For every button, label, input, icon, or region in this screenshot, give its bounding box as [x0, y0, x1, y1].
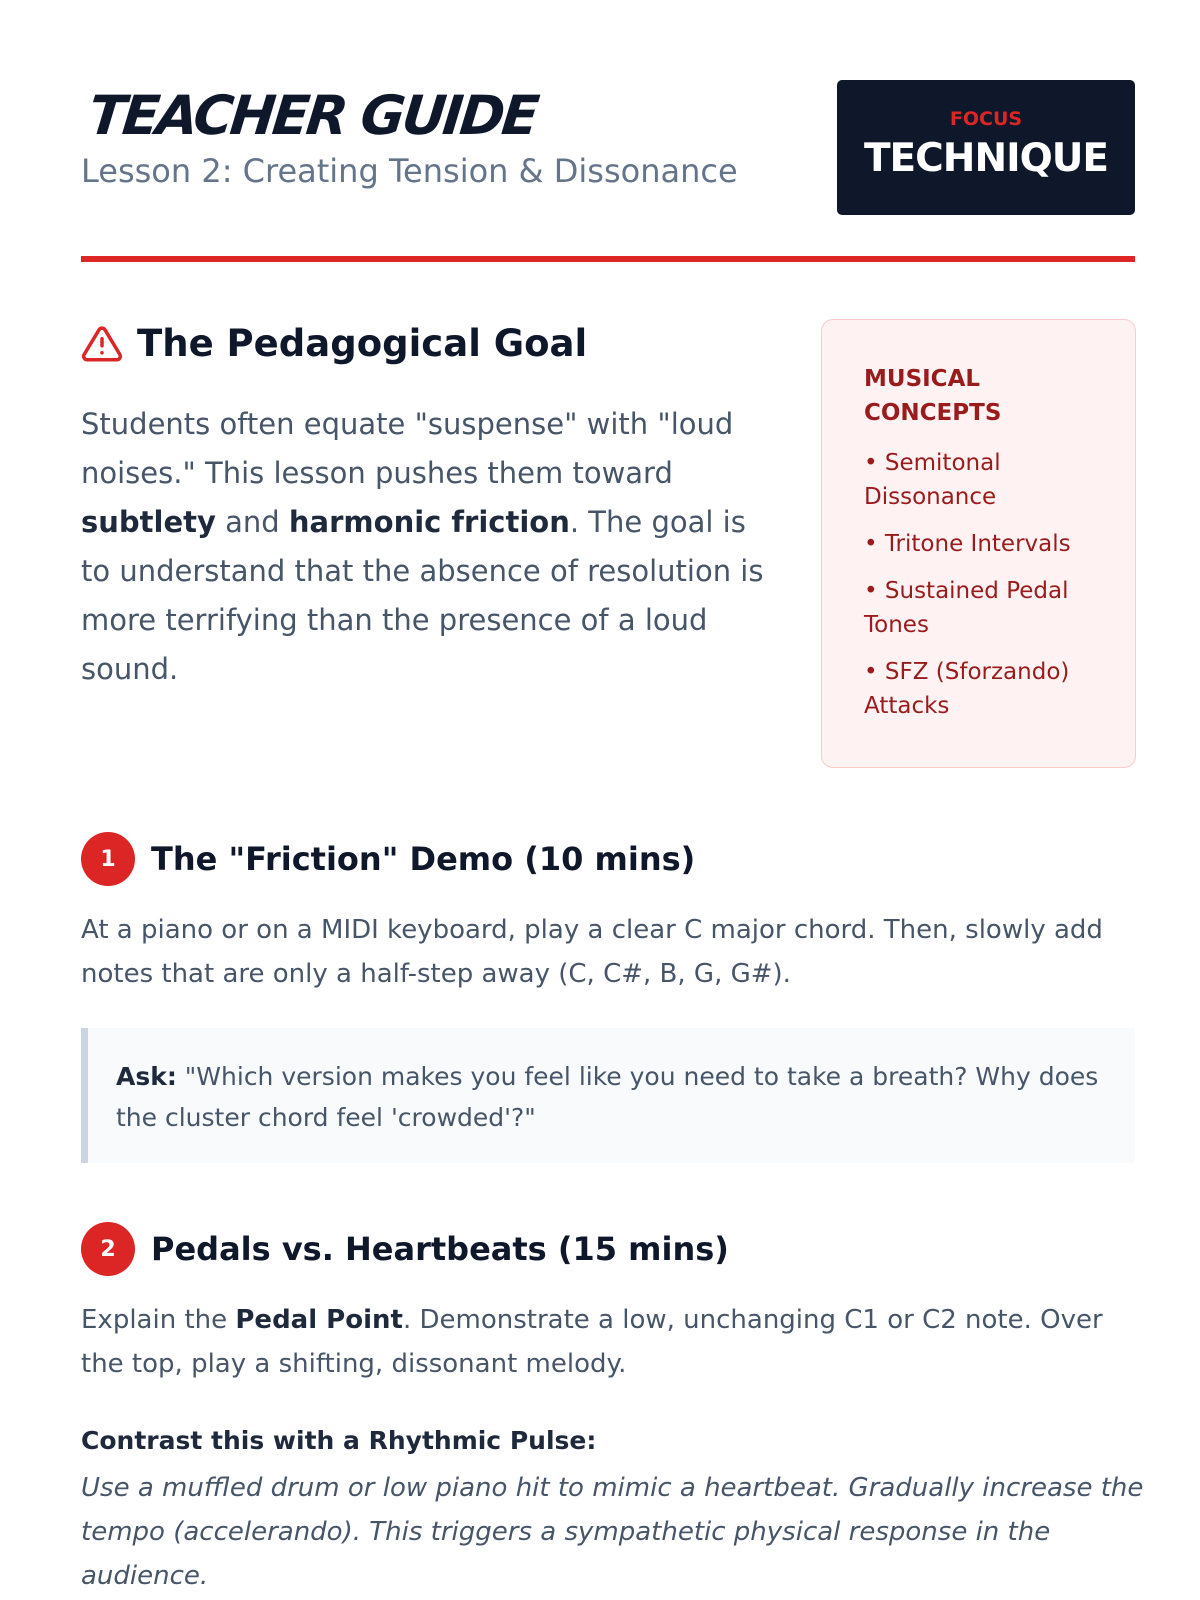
concept-item: • Semitonal Dissonance [864, 446, 1114, 514]
warning-triangle-icon [81, 323, 123, 365]
contrast-body: Use a muffled drum or low piano hit to mimic a heartbeat. Gradually increase the tempo (accelerando). This triggers a sympathetic physical response in the audience. [81, 1473, 1144, 1591]
step-2-text-1: Explain the [81, 1305, 236, 1335]
step-1-title: The "Friction" Demo (10 mins) [151, 840, 696, 878]
ask-text [116, 1056, 1106, 1138]
step-2-number-badge: 2 [81, 1222, 135, 1276]
lesson-subtitle: Lesson 2: Creating Tension & Dissonance [81, 152, 738, 190]
ask-label: Ask: [116, 1062, 177, 1091]
musical-concepts-box [821, 319, 1136, 768]
step-1-body: At a piano or on a MIDI keyboard, play a clear C major chord. Then, slowly add notes that are only a half-step away (C, C#, B, G, G#). [81, 915, 1103, 989]
goal-text-1: Students often equate "suspense" with "loud noises." This lesson pushes them toward [81, 407, 734, 490]
concept-item: • Sustained Pedal Tones [864, 574, 1114, 642]
goal-text-3: . The goal is to understand that the absence of resolution is more terrifying than the presence of a loud sound. [81, 505, 764, 686]
goal-text-2: and [215, 505, 289, 539]
ask-callout [81, 1028, 1135, 1163]
header-divider [81, 256, 1135, 262]
guide-title: TEACHER GUIDE [85, 84, 540, 147]
focus-value: TECHNIQUE [863, 136, 1109, 181]
step-1-number-badge: 1 [81, 832, 135, 886]
concept-item: • SFZ (Sforzando) Attacks [864, 655, 1114, 723]
focus-label: FOCUS [949, 108, 1023, 130]
goal-bold-friction: harmonic friction [288, 505, 570, 539]
step-2-heading [81, 1222, 729, 1276]
step-2-text-2: . Demonstrate a low, unchanging C1 or C2 note. Over the top, play a shifting, dissonant melody. [81, 1305, 1103, 1379]
step-1-heading [81, 832, 695, 886]
contrast-heading: Contrast this with a Rhythmic Pulse: [81, 1426, 597, 1455]
goal-bold-subtlety: subtlety [81, 505, 216, 539]
goal-heading [81, 322, 587, 365]
focus-badge [837, 80, 1135, 215]
page-header [81, 80, 1135, 220]
step-2-bold-pedal-point: Pedal Point [235, 1305, 403, 1335]
goal-paragraph [81, 400, 771, 694]
ask-question: "Which version makes you feel like you need to take a breath? Why does the cluster chord feel 'crowded'?" [116, 1062, 1099, 1132]
step-2-body [81, 1298, 1141, 1386]
concepts-title: MUSICAL CONCEPTS [864, 366, 1002, 426]
concepts-list [864, 446, 1114, 736]
step-2-title: Pedals vs. Heartbeats (15 mins) [151, 1230, 729, 1268]
concept-item: • Tritone Intervals [864, 527, 1114, 561]
goal-heading-text: The Pedagogical Goal [137, 322, 588, 365]
